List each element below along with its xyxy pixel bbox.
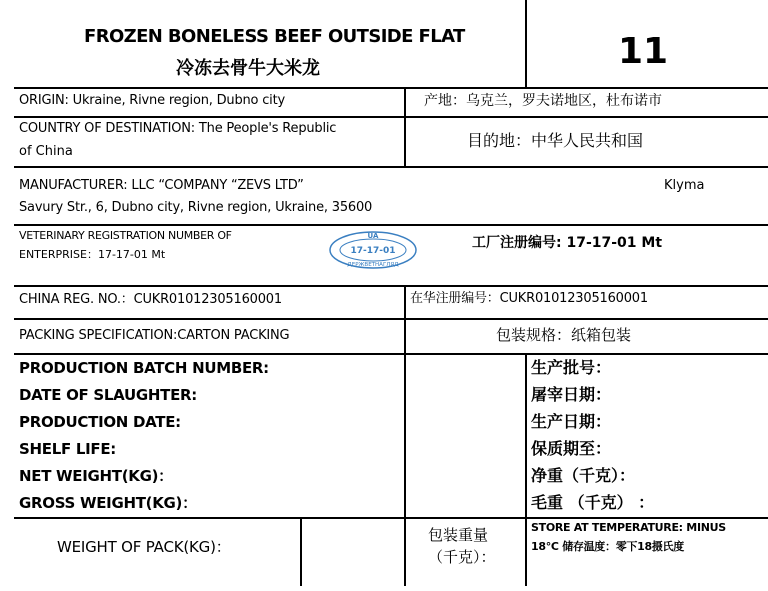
storage-instruction-line2: 18°C 储存温度：零下18摄氏度 — [531, 540, 684, 553]
pack-weight-chinese-line2: （千克）： — [428, 548, 496, 566]
hline-veterinary — [14, 285, 768, 287]
manufacturer-line2: Savury Str., 6, Dubno city, Rivne region, Ukraine, 35600 — [19, 200, 373, 215]
pack-weight-chinese-line1: 包装重量 — [428, 526, 489, 544]
packing-english: PACKING SPECIFICATION:CARTON PACKING — [19, 328, 290, 343]
veterinary-english-line2: ENTERPRISE：17-17-01 Mt — [19, 248, 166, 261]
manufacturer-line1: MANUFACTURER: LLC “COMPANY “ZEVS LTD” — [19, 178, 304, 193]
destination-chinese: 目的地：中华人民共和国 — [467, 131, 644, 150]
field-batch-number-label: PRODUCTION BATCH NUMBER: — [19, 359, 269, 377]
veterinary-english-line1: VETERINARY REGISTRATION NUMBER OF — [19, 229, 232, 242]
hline-manufacturer — [14, 224, 768, 226]
china-reg-chinese: 在华注册编号：CUKR01012305160001 — [410, 291, 648, 306]
field-production-date-label-cn: 生产日期： — [531, 412, 612, 431]
vline-reg-divider — [404, 286, 406, 586]
stamp-top-text: UA — [367, 232, 379, 240]
stamp-number-text: 17-17-01 — [350, 246, 396, 256]
destination-english-line2: of China — [19, 144, 73, 159]
label-number: 11 — [618, 31, 669, 72]
field-gross-weight-label: GROSS WEIGHT(KG)： — [19, 494, 197, 512]
veterinary-stamp-icon — [328, 230, 418, 270]
hline-top — [14, 87, 768, 89]
title-english: FROZEN BONELESS BEEF OUTSIDE FLAT — [84, 26, 465, 47]
field-shelf-life-label: SHELF LIFE: — [19, 440, 116, 458]
packing-chinese: 包装规格：纸箱包装 — [496, 326, 632, 344]
field-net-weight-label-cn: 净重（千克）： — [531, 466, 636, 485]
field-date-slaughter-label-cn: 屠宰日期： — [531, 385, 612, 404]
field-batch-number-label-cn: 生产批号： — [531, 358, 612, 377]
vline-fields-divider — [525, 354, 527, 586]
vline-mid-divider — [404, 88, 406, 168]
veterinary-chinese: 工厂注册编号: 17-17-01 Mt — [472, 235, 663, 251]
weight-of-pack-label: WEIGHT OF PACK(KG)： — [57, 538, 231, 556]
hline-origin — [14, 116, 768, 118]
field-production-date-label: PRODUCTION DATE: — [19, 413, 181, 431]
destination-english-line1: COUNTRY OF DESTINATION: The People's Republic — [19, 121, 337, 136]
field-gross-weight-label-cn: 毛重 （千克） ： — [531, 493, 655, 512]
brand-name: Klyma — [664, 178, 705, 193]
hline-packing — [14, 353, 768, 355]
origin-chinese: 产地：乌克兰，罗夫诺地区，杜布诺市 — [424, 93, 662, 109]
origin-english: ORIGIN: Ukraine, Rivne region, Dubno city — [19, 93, 285, 108]
field-date-slaughter-label: DATE OF SLAUGHTER: — [19, 386, 197, 404]
hline-china-reg — [14, 318, 768, 320]
field-net-weight-label: NET WEIGHT(KG)： — [19, 467, 173, 485]
hline-footer — [14, 517, 768, 519]
hline-destination — [14, 166, 768, 168]
field-shelf-life-label-cn: 保质期至： — [531, 439, 612, 458]
stamp-bottom-text: ДЕРЖВЕТНАГЛЯД — [347, 262, 399, 268]
china-reg-english: CHINA REG. NO.：CUKR01012305160001 — [19, 292, 282, 307]
storage-instruction-line1: STORE AT TEMPERATURE: MINUS — [531, 521, 726, 534]
title-chinese: 冷冻去骨牛大米龙 — [176, 58, 320, 79]
vline-top-divider — [525, 0, 527, 88]
vline-footer-divider — [300, 518, 302, 586]
